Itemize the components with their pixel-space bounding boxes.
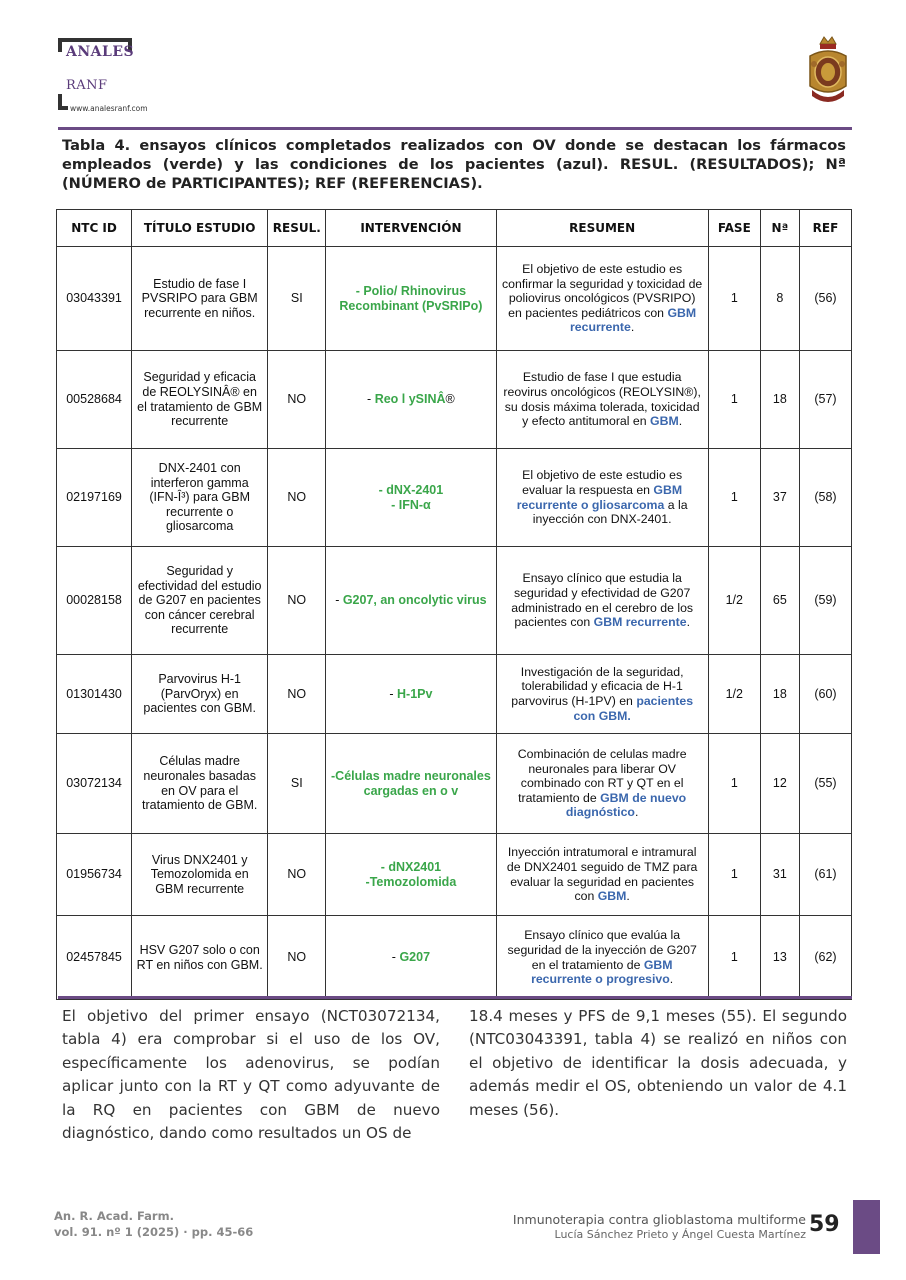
drug-name: G207 [399, 950, 431, 965]
logo-frame-left [58, 38, 62, 52]
summary-text: El objetivo de este estudio es confirmar la seguridad y toxicidad de poliovirus oncológicos (PVSRIPO) en pacientes pediátricos con [502, 262, 703, 320]
intervention-cell [326, 734, 496, 834]
table-row [57, 351, 852, 449]
drug-name: G207, an oncolytic virus [342, 593, 487, 608]
summary-cell [496, 449, 708, 547]
column-header: FASE [708, 210, 760, 247]
participants-cell: 31 [760, 834, 799, 916]
page-number: 59 [809, 1212, 840, 1237]
summary-text: Investigación de la seguridad, tolerabilidad y eficacia de H-1 parvovirus (H-1PV) en [511, 664, 684, 708]
summary-cell [496, 547, 708, 655]
intervention-cell [326, 547, 496, 655]
phase-cell: 1 [708, 734, 760, 834]
result-cell: NO [268, 655, 326, 734]
reference-cell: (62) [799, 916, 851, 1000]
reference-cell: (55) [799, 734, 851, 834]
patient-condition: GBM recurrente [593, 615, 687, 630]
drug-name: Reo l ySINÂ [374, 392, 446, 407]
intervention-prefix: - [367, 392, 375, 407]
academy-crest-icon [806, 34, 850, 106]
phase-cell: 1 [708, 916, 760, 1000]
intervention-suffix: ® [445, 392, 455, 407]
phase-cell: 1/2 [708, 655, 760, 734]
drug-name: - dNX-2401 [378, 482, 444, 497]
table-bottom-rule [58, 996, 852, 999]
journal-logo [58, 38, 198, 118]
ntc-id-cell: 02197169 [57, 449, 132, 547]
participants-cell: 12 [760, 734, 799, 834]
result-cell: NO [268, 916, 326, 1000]
logo-ranf: RANF [66, 78, 108, 93]
journal-citation [54, 1208, 253, 1240]
phase-cell: 1/2 [708, 547, 760, 655]
title-cell: Seguridad y efectividad del estudio de G207 en pacientes con cáncer cerebral recurrente [132, 547, 268, 655]
participants-cell: 37 [760, 449, 799, 547]
drug-name: - IFN-α [391, 497, 431, 512]
patient-condition: GBM [650, 414, 679, 429]
participants-cell: 8 [760, 247, 799, 351]
intervention-cell [326, 916, 496, 1000]
title-cell: Estudio de fase I PVSRIPO para GBM recurrente en niños. [132, 247, 268, 351]
result-cell: NO [268, 351, 326, 449]
running-footer [513, 1212, 806, 1242]
patient-condition: pacientes con GBM. [573, 694, 694, 723]
intervention-prefix: - [391, 950, 400, 965]
logo-url: www.analesranf.com [70, 104, 148, 113]
intervention-prefix: - [389, 686, 398, 701]
reference-cell: (61) [799, 834, 851, 916]
intervention-prefix: - [335, 593, 343, 608]
summary-cell [496, 351, 708, 449]
intervention-cell [326, 834, 496, 916]
patient-condition: GBM recurrente o progresivo [531, 957, 673, 987]
table-row [57, 916, 852, 1000]
result-cell: SI [268, 734, 326, 834]
summary-end: . [669, 972, 674, 987]
participants-cell: 65 [760, 547, 799, 655]
title-cell: Parvovirus H-1 (ParvOryx) en pacientes con GBM. [132, 655, 268, 734]
phase-cell: 1 [708, 449, 760, 547]
reference-cell: (57) [799, 351, 851, 449]
title-cell: Células madre neuronales basadas en OV para el tratamiento de GBM. [132, 734, 268, 834]
summary-text: El objetivo de este estudio es evaluar la respuesta en [522, 468, 683, 497]
header-rule [58, 127, 852, 130]
column-header: RESUMEN [496, 210, 708, 247]
summary-cell [496, 247, 708, 351]
summary-end: . [634, 805, 639, 820]
summary-end: . [626, 889, 630, 904]
intervention-cell [326, 247, 496, 351]
summary-cell [496, 916, 708, 1000]
table-row [57, 247, 852, 351]
ntc-id-cell: 01956734 [57, 834, 132, 916]
logo-frame-bottom [58, 106, 68, 110]
intervention-cell [326, 351, 496, 449]
column-header: INTERVENCIÓN [326, 210, 496, 247]
title-cell: Seguridad y eficacia de REOLYSINÂ® en el tratamiento de GBM recurrente [132, 351, 268, 449]
summary-text: Estudio de fase I que estudia reovirus oncológicos (REOLYSIN®), su dosis máxima tolerada, toxicidad y efecto antitumoral en [503, 370, 701, 429]
logo-anales: ANALES [66, 44, 135, 60]
reference-cell: (59) [799, 547, 851, 655]
body-text-right-column: 18.4 meses y PFS de 9,1 meses (55). El segundo (NTC03043391, tabla 4) se realizó en niños con el objetivo de identificar la dosis adecuada, y además medir el OS, obteniendo un valor de 4.1 meses (56). [469, 1007, 847, 1119]
result-cell: NO [268, 449, 326, 547]
phase-cell: 1 [708, 351, 760, 449]
summary-cell [496, 655, 708, 734]
page-tab-marker [853, 1200, 880, 1254]
ntc-id-cell: 01301430 [57, 655, 132, 734]
table-row [57, 834, 852, 916]
patient-condition: GBM recurrente [570, 305, 697, 335]
body-text-left-column: El objetivo del primer ensayo (NCT03072134, tabla 4) era comprobar si el uso de los OV, específicamente los adenovirus, se podían aplicar junto con la RT y QT como adyuvante de la RQ en pacientes con GBM de nuevo diagnóstico, dando como resultados un OS de [62, 1007, 440, 1143]
column-header: Nª [760, 210, 799, 247]
patient-condition: GBM recurrente o gliosarcoma [516, 482, 683, 512]
ntc-id-cell: 03072134 [57, 734, 132, 834]
reference-cell: (56) [799, 247, 851, 351]
ntc-id-cell: 00528684 [57, 351, 132, 449]
table-caption: Tabla 4. ensayos clínicos completados realizados con OV donde se destacan los fármacos empleados (verde) y las condiciones de los pacientes (azul). RESUL. (RESULTADOS); Nª (NÚMERO de PARTICIPANTES); REF (REFERENCIAS). [62, 137, 846, 192]
reference-cell: (58) [799, 449, 851, 547]
intervention-cell [326, 449, 496, 547]
summary-end: a la inyección con DNX-2401. [532, 497, 688, 527]
patient-condition: GBM de nuevo diagnóstico [565, 790, 687, 820]
journal-volume: vol. 91. nº 1 (2025) · pp. 45-66 [54, 1225, 254, 1239]
drug-name: - Polio/ Rhinovirus Recombinant (PvSRIPo) [339, 283, 483, 313]
summary-text: Ensayo clínico que estudia la seguridad y efectividad de G207 administrado en el cerebro de los pacientes con [511, 571, 694, 630]
title-cell: Virus DNX2401 y Temozolomida en GBM recurrente [132, 834, 268, 916]
participants-cell: 13 [760, 916, 799, 1000]
column-header: RESUL. [268, 210, 326, 247]
phase-cell: 1 [708, 247, 760, 351]
table-row [57, 547, 852, 655]
ntc-id-cell: 02457845 [57, 916, 132, 1000]
title-cell: HSV G207 solo o con RT en niños con GBM. [132, 916, 268, 1000]
drug-name: -Células madre neuronales cargadas en o v [331, 768, 491, 798]
column-header: NTC ID [57, 210, 132, 247]
result-cell: NO [268, 547, 326, 655]
title-cell: DNX-2401 con interferon gamma (IFN-Î³) para GBM recurrente o gliosarcoma [132, 449, 268, 547]
table-header-row [57, 210, 852, 247]
summary-cell [496, 734, 708, 834]
result-cell: NO [268, 834, 326, 916]
summary-end: . [678, 414, 683, 429]
summary-text: Combinación de celulas madre neuronales para liberar OV combinado con RT y QT en el tratamiento de [517, 747, 687, 805]
ntc-id-cell: 03043391 [57, 247, 132, 351]
result-cell: SI [268, 247, 326, 351]
logo-frame-top [58, 38, 132, 42]
drug-name: - dNX2401 [380, 859, 442, 874]
participants-cell: 18 [760, 655, 799, 734]
drug-name: -Temozolomida [365, 874, 457, 889]
summary-end: . [686, 615, 690, 630]
intervention-cell [326, 655, 496, 734]
ntc-id-cell: 00028158 [57, 547, 132, 655]
summary-text: Ensayo clínico que evalúa la seguridad de la inyección de G207 en el tratamiento de [507, 928, 697, 972]
drug-name: H-1Pv [397, 686, 433, 701]
article-authors: Lucía Sánchez Prieto y Ángel Cuesta Martínez [554, 1228, 806, 1241]
reference-cell: (60) [799, 655, 851, 734]
journal-name: An. R. Acad. Farm. [54, 1209, 174, 1223]
article-title: Inmunoterapia contra glioblastoma multiforme [512, 1212, 806, 1227]
column-header: TÍTULO ESTUDIO [132, 210, 268, 247]
summary-end: . [630, 320, 635, 335]
participants-cell: 18 [760, 351, 799, 449]
clinical-trials-table [56, 209, 852, 1000]
patient-condition: GBM [597, 889, 627, 904]
table-row [57, 734, 852, 834]
column-header: REF [799, 210, 851, 247]
table-row [57, 655, 852, 734]
table-row [57, 449, 852, 547]
summary-text: Inyección intratumoral e intramural de DNX2401 seguido de TMZ para evaluar la seguridad en pacientes con [506, 845, 698, 904]
phase-cell: 1 [708, 834, 760, 916]
summary-cell [496, 834, 708, 916]
